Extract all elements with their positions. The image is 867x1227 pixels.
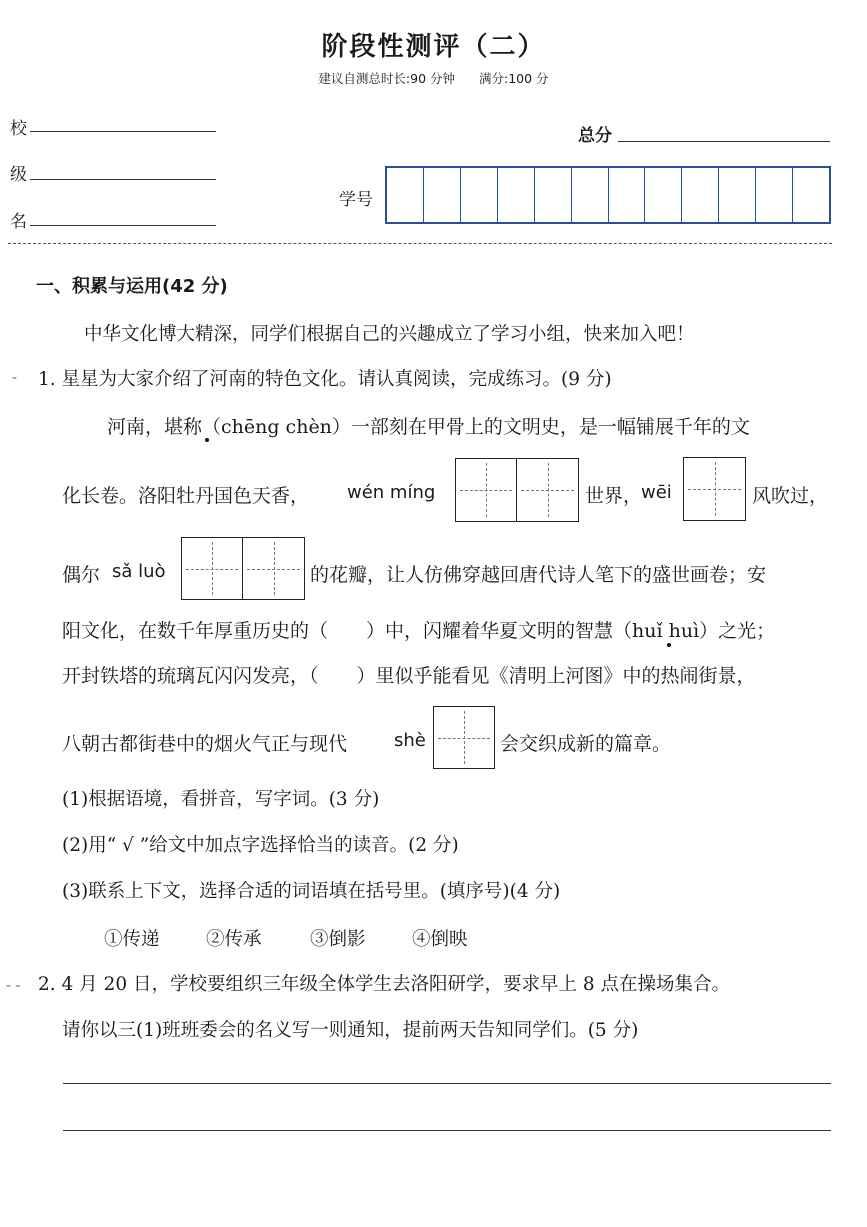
q2-line1: 2. 4 月 20 日，学校要组织三年级全体学生去洛阳研学，要求早上 8 点在操场集合。 bbox=[38, 974, 731, 995]
pinyin-saluo: sǎ luò bbox=[112, 561, 166, 582]
q1-passage-line5: 开封铁塔的琉璃瓦闪闪发亮，（ ）里似乎能看见《清明上河图》中的热闹街景， bbox=[62, 665, 756, 687]
total-label: 总分 bbox=[578, 126, 612, 146]
student-id-boxes[interactable] bbox=[385, 166, 831, 224]
name-label: 名 bbox=[10, 212, 27, 232]
name-line[interactable] bbox=[30, 225, 216, 226]
write-grid-wenming[interactable] bbox=[455, 458, 579, 522]
q1-passage-line6b: 会交织成新的篇章。 bbox=[500, 733, 672, 755]
page-title: 阶段性测评（二） bbox=[321, 32, 546, 62]
full-score-text: 满分:100 分 bbox=[479, 71, 549, 86]
student-id-label: 学号 bbox=[339, 190, 373, 210]
q1-sub1: (1)根据语境，看拼音，写字词。(3 分) bbox=[62, 789, 380, 810]
duration-text: 建议自测总时长:90 分钟 bbox=[318, 71, 456, 86]
q1-passage-line2a: 化长卷。洛阳牡丹国色天香， bbox=[62, 485, 310, 507]
char-cell[interactable] bbox=[182, 538, 243, 599]
char-cell[interactable] bbox=[434, 707, 494, 768]
option-3: ③倒影 bbox=[310, 929, 366, 950]
id-box[interactable] bbox=[498, 168, 535, 222]
id-box[interactable] bbox=[756, 168, 793, 222]
id-box[interactable] bbox=[719, 168, 756, 222]
id-box[interactable] bbox=[572, 168, 609, 222]
id-box[interactable] bbox=[645, 168, 682, 222]
class-line[interactable] bbox=[30, 179, 216, 180]
q1-prompt: 1. 星星为大家介绍了河南的特色文化。请认真阅读，完成练习。(9 分) bbox=[38, 369, 612, 390]
school-label: 校 bbox=[10, 119, 27, 139]
id-box[interactable] bbox=[793, 168, 829, 222]
q1-passage-line2c: 风吹过， bbox=[752, 485, 829, 507]
option-2: ②传承 bbox=[206, 929, 262, 950]
exam-info bbox=[0, 69, 867, 87]
char-cell[interactable] bbox=[456, 459, 517, 521]
id-box[interactable] bbox=[387, 168, 424, 222]
school-line[interactable] bbox=[30, 131, 216, 132]
q1-passage-line3b: 的花瓣，让人仿佛穿越回唐代诗人笔下的盛世画卷；安 bbox=[310, 564, 767, 586]
char-cell[interactable] bbox=[684, 458, 745, 520]
write-grid-she[interactable] bbox=[433, 706, 495, 769]
id-box[interactable] bbox=[682, 168, 719, 222]
char-cell[interactable] bbox=[517, 459, 578, 521]
id-box[interactable] bbox=[609, 168, 646, 222]
id-box[interactable] bbox=[535, 168, 572, 222]
q1-sub3: (3)联系上下文，选择合适的词语填在括号里。(填序号)(4 分) bbox=[62, 881, 561, 902]
write-grid-saluo[interactable] bbox=[181, 537, 305, 600]
q2-line2: 请你以三(1)班班委会的名义写一则通知，提前两天告知同学们。(5 分) bbox=[62, 1020, 639, 1041]
pinyin-wenming: wén míng bbox=[347, 482, 436, 503]
total-line[interactable] bbox=[618, 141, 830, 142]
answer-line[interactable] bbox=[63, 1130, 831, 1131]
margin-mark: - - bbox=[6, 978, 21, 994]
pinyin-she: shè bbox=[394, 730, 426, 751]
option-1: ①传递 bbox=[104, 929, 160, 950]
answer-line[interactable] bbox=[63, 1083, 831, 1084]
option-4: ④倒映 bbox=[412, 929, 468, 950]
pinyin-wei: wēi bbox=[641, 482, 672, 503]
q1-passage-line1: 河南，堪称（chēng chèn）一部刻在甲骨上的文明史，是一幅铺展千年的文 bbox=[107, 416, 750, 438]
q1-sub2: (2)用“ √ ”给文中加点字选择恰当的读音。(2 分) bbox=[62, 835, 459, 856]
id-box[interactable] bbox=[424, 168, 461, 222]
section-heading: 一、积累与运用(42 分) bbox=[36, 276, 228, 297]
q1-passage-line3a: 偶尔 bbox=[62, 564, 101, 586]
cut-line bbox=[8, 243, 832, 244]
char-cell[interactable] bbox=[243, 538, 304, 599]
section-intro: 中华文化博大精深，同学们根据自己的兴趣成立了学习小组，快来加入吧！ bbox=[84, 324, 695, 345]
margin-mark: - bbox=[12, 370, 18, 386]
id-box[interactable] bbox=[461, 168, 498, 222]
emphasis-dot bbox=[205, 438, 209, 442]
q1-passage-line4: 阳文化，在数千年厚重历史的（ ）中，闪耀着华夏文明的智慧（huǐ huì）之光； bbox=[62, 620, 776, 642]
emphasis-dot bbox=[667, 643, 671, 647]
write-grid-wei[interactable] bbox=[683, 457, 746, 521]
q1-passage-line6a: 八朝古都街巷中的烟火气正与现代 bbox=[62, 733, 348, 755]
class-label: 级 bbox=[10, 165, 27, 185]
q1-passage-line2b: 世界， bbox=[585, 485, 643, 507]
